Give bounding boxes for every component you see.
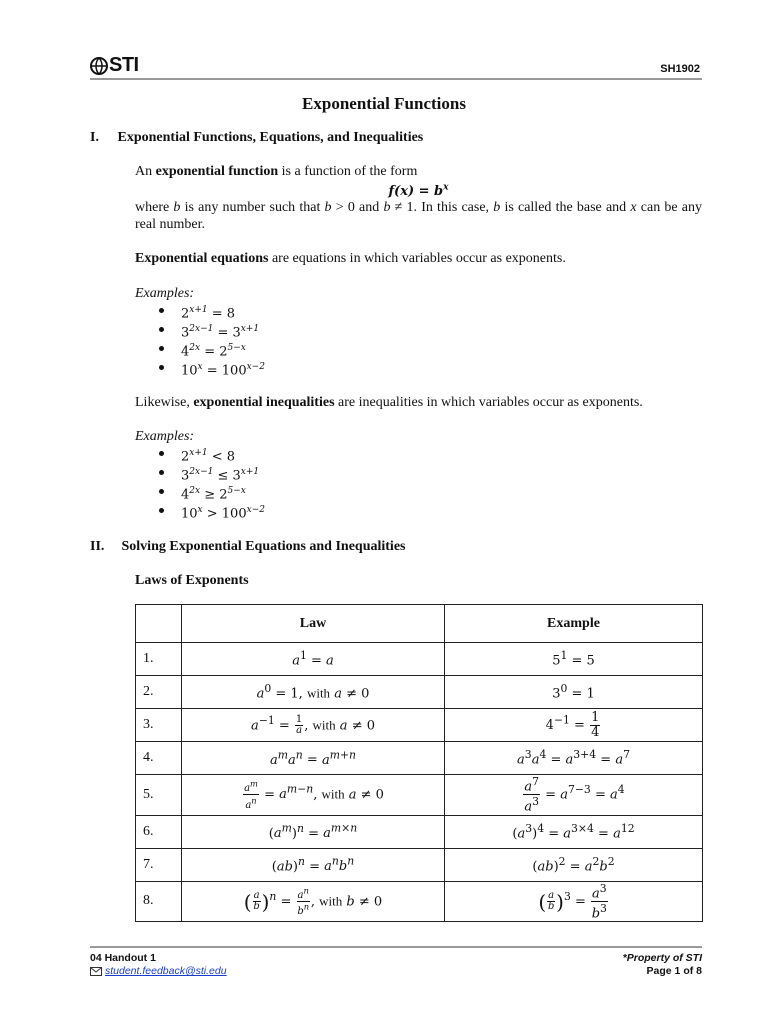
row-number: 2.: [136, 676, 182, 709]
list-item: [135, 301, 265, 320]
var-b: b: [324, 200, 332, 215]
eq-post: are equations in which variables occur as exponents.: [268, 251, 566, 266]
law-cell: $a^{-1}$ = $\frac{1}{a}$ , with a ≠ 0: [182, 709, 445, 742]
row-number: 4.: [136, 742, 182, 775]
table-header-row: [136, 605, 703, 643]
where-1: where: [135, 200, 174, 215]
ex-base: 4: [181, 344, 190, 360]
ex-base: 2: [181, 306, 190, 322]
header-divider: [90, 78, 702, 80]
table-row: [136, 881, 703, 922]
example-cell: $a^3a^4 = a^{3+4} = a^7$: [445, 742, 703, 775]
def-bold: exponential function: [155, 164, 279, 179]
sti-logo: [90, 54, 139, 77]
list-item: [135, 320, 265, 339]
list-item: [135, 339, 265, 358]
ex-base: 2: [181, 449, 190, 465]
ex-rest: < 8: [207, 449, 236, 465]
example-cell: $(a^3)^4 = a^{3\times 4} = a^{12}$: [445, 815, 703, 848]
ex-exp: x+1: [189, 448, 208, 458]
eq-bold: Exponential equations: [135, 251, 269, 266]
table-row: [136, 848, 703, 881]
where-2: is any number such that: [180, 200, 325, 215]
row-number: 7.: [136, 848, 182, 881]
page-title: Exponential Functions: [302, 94, 466, 113]
table-row: [136, 815, 703, 848]
handout-label: 04 Handout 1: [90, 952, 156, 964]
law-cell: $a^1 = a$: [182, 643, 445, 676]
ex-rest: ≥ 2: [200, 487, 228, 503]
ex-exp: 2x: [189, 343, 201, 353]
ex-rest: > 100: [202, 506, 247, 522]
ex-rexp: x+1: [240, 324, 260, 334]
example-cell: $5^1 = 5$: [445, 643, 703, 676]
var-x: x: [630, 200, 637, 215]
definition-where: [135, 199, 702, 233]
doc-code: SH1902: [660, 63, 700, 75]
definition-formula: [135, 180, 702, 200]
ex-rest: = 3: [213, 325, 241, 341]
header-blank: [136, 605, 182, 643]
equations-definition: [135, 250, 702, 267]
var-b: b: [173, 200, 181, 215]
list-item: [135, 501, 265, 520]
email-line: [90, 965, 227, 977]
table-row: [136, 709, 703, 742]
inequality-examples: [135, 444, 265, 520]
logo-text: STI: [109, 54, 139, 76]
example-cell: $(ab)^2 = a^2b^2$: [445, 848, 703, 881]
table-row: [136, 742, 703, 775]
ex-rexp: 5−x: [227, 486, 246, 496]
list-item: [135, 358, 265, 377]
ex-rexp: x+1: [240, 467, 260, 477]
row-number: 3.: [136, 709, 182, 742]
ex-rexp: x−2: [246, 362, 265, 372]
header-example: Example: [445, 605, 703, 643]
ex-rest: = 100: [202, 363, 247, 379]
var-b: b: [493, 200, 501, 215]
law-cell: $a^0 = 1$, with a ≠ 0: [182, 676, 445, 709]
table-row: [136, 676, 703, 709]
section-2-number: II.: [90, 539, 105, 554]
list-item: [135, 444, 265, 463]
property-label: *Property of STI: [622, 952, 702, 964]
example-cell: $4^{-1}$ = $\frac{1}{4}$: [445, 709, 703, 742]
ex-exp: 2x−1: [189, 324, 214, 334]
formula: f(x) = b: [388, 184, 444, 200]
ineq-post: are inequalities in which variables occur as exponents.: [334, 395, 643, 410]
var-b: b: [383, 200, 391, 215]
laws-table: [135, 604, 703, 922]
header-law: Law: [182, 605, 445, 643]
ex-exp: x: [197, 362, 203, 372]
equation-examples: [135, 301, 265, 377]
definition-line: [135, 163, 702, 180]
def-pre: An: [135, 164, 156, 179]
section-1-title: Exponential Functions, Equations, and Inequalities: [117, 130, 424, 145]
ex-rexp: 5−x: [227, 343, 246, 353]
ex-exp: x+1: [189, 305, 208, 315]
table-row: [136, 643, 703, 676]
law-cell: $a^ma^n = a^{m+n}$: [182, 742, 445, 775]
laws-subheading: Laws of Exponents: [135, 573, 249, 588]
def-post: is a function of the form: [278, 164, 418, 179]
inequalities-definition: [135, 394, 702, 411]
examples-label-1: Examples:: [135, 286, 195, 301]
page-number: Page 1 of 8: [646, 965, 702, 977]
law-cell: $(a^m)^n = a^{m\times n}$: [182, 815, 445, 848]
ex-rest: = 2: [200, 344, 228, 360]
ex-exp: 2x−1: [189, 467, 214, 477]
ex-base: 10: [181, 363, 198, 379]
law-cell: ( $\frac{a}{b}$ )$^n$ = $\frac{a^n}{b^n}$ , with b ≠ 0: [182, 881, 445, 922]
row-number: 5.: [136, 775, 182, 816]
section-1-number: I.: [90, 130, 99, 145]
list-item: [135, 463, 265, 482]
envelope-icon: [90, 967, 102, 976]
ex-base: 4: [181, 487, 190, 503]
row-number: 8.: [136, 881, 182, 922]
row-number: 6.: [136, 815, 182, 848]
list-item: [135, 482, 265, 501]
ex-rest: = 8: [207, 306, 236, 322]
globe-icon: [90, 57, 108, 75]
footer-divider: [90, 946, 702, 948]
ineq-bold: exponential inequalities: [193, 395, 335, 410]
ex-exp: x: [197, 505, 203, 515]
section-2-heading: [90, 539, 406, 555]
law-cell: $\frac{a^m}{a^n}$ = $a^{m-n}$, with a ≠ 0: [182, 775, 445, 816]
ex-base: 3: [181, 468, 190, 484]
where-4: ≠ 1. In this case,: [390, 200, 494, 215]
ex-rest: ≤ 3: [213, 468, 241, 484]
ex-rexp: x−2: [246, 505, 265, 515]
ex-base: 10: [181, 506, 198, 522]
where-6: can be any real number.: [135, 200, 703, 232]
examples-label-2: Examples:: [135, 429, 195, 444]
ineq-pre: Likewise,: [135, 395, 194, 410]
formula-exp: x: [443, 183, 449, 193]
email-link[interactable]: student.feedback@sti.edu: [105, 965, 227, 977]
where-5: is called the base and: [500, 200, 631, 215]
ex-exp: 2x: [189, 486, 201, 496]
row-number: 1.: [136, 643, 182, 676]
example-cell: $3^0 = 1$: [445, 676, 703, 709]
example-cell: ( $\frac{a}{b}$ )$^3$ = $\frac{a^3}{b^3}$: [445, 881, 703, 922]
where-3: > 0 and: [331, 200, 384, 215]
table-row: [136, 775, 703, 816]
example-cell: $\frac{a^7}{a^3}$ = $a^{7-3} = a^4$: [445, 775, 703, 816]
ex-base: 3: [181, 325, 190, 341]
section-2-title: Solving Exponential Equations and Inequalities: [121, 539, 406, 554]
law-cell: $(ab)^n = a^nb^n$: [182, 848, 445, 881]
section-1-heading: [90, 130, 423, 146]
